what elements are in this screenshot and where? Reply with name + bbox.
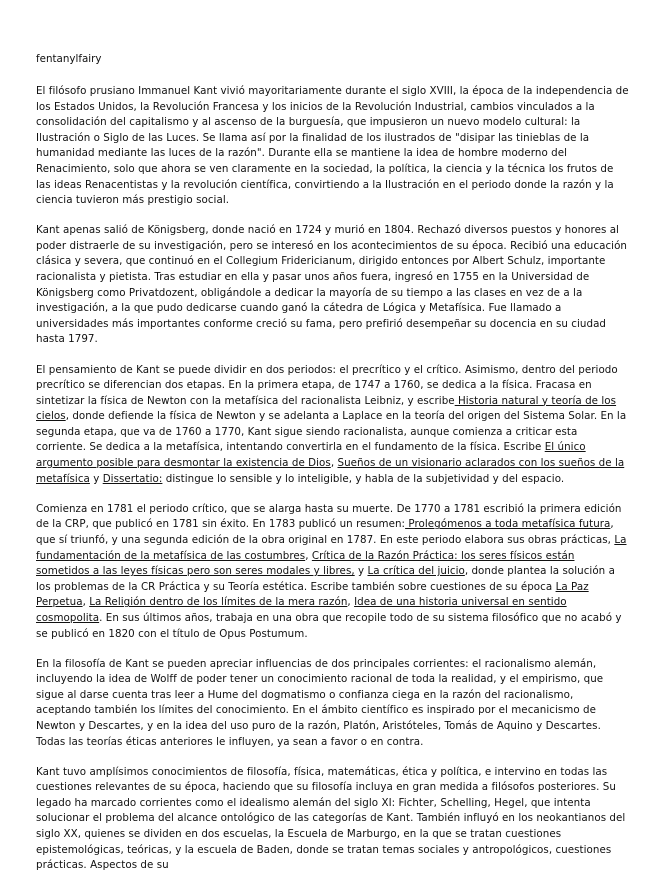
paragraph-text: y [89, 472, 103, 485]
document-author: fentanylfairy [36, 53, 102, 65]
paragraph-text: Comienza en 1781 el periodo crítico, que se alarga hasta su muerte. De 1770 a 1781 escribió la primera edición de la CRP, que publicó en 1781 sin éxito. En 1783 publicó un resumen: [36, 502, 622, 531]
work-title-link[interactable]: Prolegómenos a toda metafísica futura [405, 518, 611, 531]
work-title-link[interactable]: Dissertatio: [102, 472, 163, 485]
paragraph-text: , que sí triunfó, y una segunda edición de la obra original en 1787. En este periodo elabora sus obras prácticas, [36, 518, 615, 546]
work-title-link[interactable]: Crítica de la Razón Práctica: los seres físicos están sometidos a las leyes físicas pero son seres modales y libres, [36, 549, 575, 578]
paragraph-text: y [354, 565, 368, 578]
work-title-link[interactable]: La crítica del juicio [367, 565, 465, 578]
paragraph [36, 657, 629, 751]
work-title-link[interactable]: Idea de una historia universal en sentido cosmopolita [36, 596, 567, 624]
paragraph-text: , donde plantea la solución a los problemas de la CR Práctica y su Teoría estética. Escribe también sobre cuestiones de su época [36, 565, 615, 593]
work-title-link[interactable]: Sueños de un visionario aclarados con los sueños de la metafísica [36, 457, 625, 485]
paragraph-text: , [305, 549, 312, 562]
paragraph-text: El filósofo prusiano Immanuel Kant vivió mayoritariamente durante el siglo XVIII, la época de la independencia de los Estados Unidos, la Revolución Francesa y los inicios de la Revolución Industrial, cambios vinculados a la consolidación del capitalismo y al ascenso de la burguesía, que impusieron un nuevo modelo cultural: la Ilustración o Siglo de las Luces. Se llama así por la finalidad de los ilustrados de "disipar las tinieblas de la humanidad mediante las luces de la razón". Durante ella se mantiene la idea de hombre moderno del Renacimiento, solo que ahora se ven claramente en la sociedad, la política, la ciencia y la técnica los frutos de las ideas Renacentistas y la revolución científica, convirtiendo a la Ilustración en el periodo donde la razón y la ciencia tuvieron más prestigio social. [36, 85, 629, 207]
paragraph [36, 502, 629, 642]
work-title-link[interactable]: La fundamentación de la metafísica de las costumbres [36, 533, 627, 562]
paragraph-text: Kant tuvo amplísimos conocimientos de filosofía, física, matemáticas, ética y política, e intervino en todas las cuestiones relevantes de su época, haciendo que su filosofía incluya en gran medida a filósofos posteriores. Su legado ha marcado corrientes como el idealismo alemán del siglo XI: Fichter, Schelling, Hegel, que intenta solucionar el problema del alcance ontológico de las categorías de Kant. También influyó en los neokantianos del siglo XX, quienes se dividen en dos escuelas, la Escuela de Marburgo, en la que se tratan cuestiones epistemológicas, teóricas, y la escuela de Baden, donde se tratan temas sociales y antropológicos, cuestiones prácticas. Aspectos de su [36, 765, 626, 872]
paragraph-text: Kant apenas salió de Königsberg, donde nació en 1724 y murió en 1804. Rechazó diversos puestos y honores al poder distraerle de su investigación, pero se interesó en los acontecimientos de su época. Recibió una educación clásica y severa, que continuó en el Collegium Fridericianum, dirigido entonces por Albert Schulz, importante racionalista y pietista. Tras estudiar en ella y pasar unos años fuera, ingresó en 1755 en la Universidad de Königsberg como Privatdozent, obligándole a dedicar la mayoría de su tiempo a las clases en vez de a la investigación, a la que pudo dedicarse cuando ganó la cátedra de Lógica y Metafísica. Fue llamado a universidades más importantes conforme creció su fama, pero prefirió desempeñar su docencia en su ciudad hasta 1797. [36, 224, 627, 346]
work-title-link[interactable]: La Paz Perpetua [36, 580, 589, 609]
paragraph-text: El pensamiento de Kant se puede dividir en dos periodos: el precrítico y el crítico. Asimismo, dentro del periodo precrítico se diferencian dos etapas. En la primera etapa, de 1747 a 1760, se dedica a la física. Fracasa en sintetizar la física de Newton con la metafísica del racionalista Leibniz, y escribe [36, 363, 618, 407]
work-title-link[interactable]: El único argumento posible para desmontar la existencia de Dios [36, 441, 586, 470]
paragraph [36, 363, 629, 488]
paragraph-text: , [82, 596, 90, 609]
paragraph [36, 765, 629, 874]
paragraph [36, 223, 629, 348]
paragraph [36, 84, 629, 209]
paragraph-text: distingue lo sensible y lo inteligible, y habla de la subjetividad y del espacio. [162, 472, 565, 485]
work-title-link[interactable]: La Religión dentro de los límites de la mera razón [89, 596, 348, 609]
document-body [36, 84, 629, 874]
work-title-link[interactable]: Historia natural y teoría de los cielos [36, 394, 617, 423]
paragraph-text: . En sus últimos años, trabaja en una obra que recopile todo de su sistema filosófico que no acabó y se publicó en 1820 con el título de Opus Postumum. [36, 611, 622, 640]
paragraph-text: , [330, 457, 338, 470]
paragraph-text: , [347, 596, 355, 609]
paragraph-text: , donde defiende la física de Newton y se adelanta a Laplace en la teoría del origen del Sistema Solar. En la segunda etapa, que va de 1760 a 1770, Kant sigue siendo racionalista, aunque comienza a criticar esta corriente. Se dedica a la metafísica, intentando convertirla en el fundamento de la física. Escribe [36, 410, 627, 454]
paragraph-text: En la filosofía de Kant se pueden apreciar influencias de dos principales corrientes: el racionalismo alemán, incluyendo la idea de Wolff de poder tener un conocimiento racional de toda la realidad, y el empirismo, que sigue al darse cuenta tras leer a Hume del dogmatismo o confianza ciega en la razón del racionalismo, aceptando también los límites del conocimiento. En el ámbito científico es inspirado por el mecanicismo de Newton y Descartes, y en la idea del uso puro de la razón, Platón, Aristóteles, Tomás de Aquino y Descartes. Todas las teorías éticas anteriores le influyen, ya sean a favor o en contra. [36, 657, 604, 748]
